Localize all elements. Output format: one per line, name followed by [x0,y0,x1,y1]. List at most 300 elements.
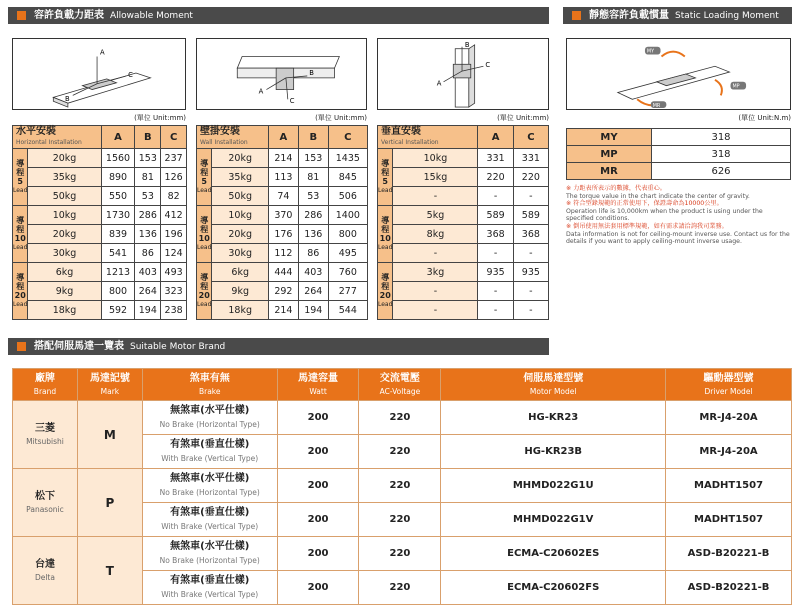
brake-zh: 無煞車(水平仕樣) [170,540,250,552]
moment-value: 318 [652,129,791,146]
label-c: C [485,61,491,70]
motor-model-cell: MHMD022G1V [441,503,666,537]
load-weight-cell: - [393,187,478,206]
lead-value: 20 [379,291,391,300]
moment-value-cell: 412 [161,206,187,225]
brake-en: No Brake (Horizontal Type) [159,555,260,565]
install-mode-subtitle: Wall Installation [200,139,248,146]
load-weight-cell: - [393,301,478,320]
moment-value-cell: - [513,187,548,206]
note-line: Data information is not for ceiling-mount inverse use. Contact us for the details if you want to apply ceiling-mount inverse usage. [566,230,790,246]
driver-model-cell: MADHT1507 [666,503,792,537]
load-weight-cell: 20kg [28,149,101,168]
column-title-en: Brake [198,386,221,396]
motor-model-cell: ECMA-C20602ES [441,537,666,571]
column-title-zh: 馬達容量 [298,372,339,384]
table-row [13,187,187,206]
column-header: B [298,126,328,149]
lead-label: 導程 [200,216,209,234]
header-marker [17,342,26,351]
label-mr: MR [652,103,661,109]
load-weight-cell: 9kg [28,282,101,301]
moment-value-cell: 286 [135,206,161,225]
table-row [197,244,368,263]
moment-row [567,163,791,180]
motor-column-header [142,369,277,401]
brake-en: No Brake (Horizontal Type) [159,419,260,429]
note-line: ※ 符合型錄規範的正常使用下，保證壽命為10000公里。 [566,200,723,208]
brake-cell [142,435,277,469]
brake-en: No Brake (Horizontal Type) [159,487,260,497]
table-row [378,149,549,168]
lead-label: 導程 [200,159,209,177]
install-mode-subtitle: Vertical Installation [381,139,439,146]
horizontal-moment-table [12,125,187,320]
moment-value-cell: 368 [513,225,548,244]
watt-cell: 200 [277,401,359,435]
label-c: C [128,70,133,79]
moment-value-cell: 839 [101,225,135,244]
lead-group-cell [197,149,212,206]
column-title-en: Brand [33,386,57,396]
load-weight-cell: - [393,244,478,263]
watt-cell: 200 [277,537,359,571]
moment-value-cell: 81 [135,168,161,187]
watt-cell: 200 [277,503,359,537]
motor-column-header [441,369,666,401]
motor-table-head [13,369,792,401]
driver-model-cell: MR-J4-20A [666,435,792,469]
moment-value-cell: - [513,244,548,263]
moment-value-cell: 935 [513,263,548,282]
watt-cell: 200 [277,571,359,605]
brand-name-en: Mitsubishi [26,436,64,446]
table-row [197,206,368,225]
moment-value-cell: 112 [269,244,299,263]
moment-key: MY [567,129,652,146]
column-title-zh: 驅動器型號 [703,372,754,384]
column-header: B [135,126,161,149]
load-weight-cell: 30kg [212,244,269,263]
install-mode-subtitle: Horizontal Installation [16,139,82,146]
moment-value-cell: 403 [135,263,161,282]
brake-en: With Brake (Vertical Type) [161,589,259,599]
motor-brand-table [12,368,792,605]
label-my: MY [646,48,655,55]
unit-label: (單位 Unit:mm) [497,114,549,122]
mark-cell: P [77,469,142,537]
moment-value-cell: 292 [269,282,299,301]
load-weight-cell: 5kg [393,206,478,225]
wall-diagram [196,38,367,110]
install-mode-title: 垂直安裝 [381,126,421,137]
brake-zh: 有煞車(垂直仕樣) [170,506,250,518]
moment-value: 626 [652,163,791,180]
lead-group-cell [13,263,28,320]
allowable-moment-header [8,7,549,24]
moment-row [567,129,791,146]
motor-column-header [359,369,441,401]
moment-value-cell: 589 [478,206,513,225]
column-header: A [478,126,513,149]
table-header-row [197,126,368,149]
lead-label: 導程 [16,216,25,234]
moment-value-cell: 1400 [328,206,367,225]
moment-value-cell: 935 [478,263,513,282]
moment-value-cell: 53 [298,187,328,206]
table-row [378,301,549,320]
moment-value-cell: 194 [298,301,328,320]
moment-value-cell: - [513,301,548,320]
moment-value-cell: 845 [328,168,367,187]
label-b: B [309,68,314,77]
brake-cell [142,401,277,435]
table-row [197,282,368,301]
motor-column-header [77,369,142,401]
moment-value-cell: 238 [161,301,187,320]
column-header: A [101,126,135,149]
moment-value-cell: 220 [513,168,548,187]
table-row [197,225,368,244]
brand-name-zh: 松下 [34,490,55,502]
moment-value-cell: 277 [328,282,367,301]
brand-name-en: Delta [34,572,55,582]
brake-zh: 有煞車(垂直仕樣) [170,574,250,586]
motor-column-header [13,369,78,401]
label-a: A [99,48,105,57]
load-weight-cell: - [393,282,478,301]
label-a: A [258,87,264,96]
motor-table-body [13,401,792,605]
motor-model-cell: ECMA-C20602FS [441,571,666,605]
load-weight-cell: 18kg [212,301,269,320]
lead-value: 5 [17,177,23,186]
moment-value-cell: 370 [269,206,299,225]
moment-value-cell: 136 [135,225,161,244]
moment-value-cell: 589 [513,206,548,225]
moment-value-cell: 550 [101,187,135,206]
header-title-zh: 容許負載力距表 [34,10,104,21]
moment-value-cell: - [478,244,513,263]
mark-cell: T [77,537,142,605]
lead-label-en: Lead [378,244,393,251]
driver-model-cell: MADHT1507 [666,469,792,503]
load-weight-cell: 3kg [393,263,478,282]
moment-value-cell: 214 [269,149,299,168]
voltage-cell: 220 [359,401,441,435]
unit-label: (單位 Unit:mm) [134,114,186,122]
table-row [378,263,549,282]
table-row [13,244,187,263]
table-header-row [13,126,187,149]
lead-group-cell [378,263,393,320]
motor-brand-header [8,338,549,355]
label-mp: MP [732,83,740,90]
moment-value-cell: - [513,282,548,301]
unit-label: (單位 Unit:mm) [315,114,367,122]
lead-value: 5 [201,177,207,186]
label-b: B [64,95,70,104]
motor-row [13,401,792,435]
moment-value-cell: 153 [135,149,161,168]
table-row [13,168,187,187]
lead-label: 導程 [381,273,390,291]
load-weight-cell: 20kg [28,225,101,244]
header-title-zh: 靜態容許負載慣量 [589,10,669,21]
static-moment-table [566,128,791,180]
column-title-en: Motor Model [529,386,577,396]
column-header: C [513,126,548,149]
moment-value-cell: 493 [161,263,187,282]
load-weight-cell: 15kg [393,168,478,187]
brake-cell [142,503,277,537]
moment-value-cell: 126 [161,168,187,187]
moment-value: 318 [652,146,791,163]
motor-header-row [13,369,792,401]
table-row [13,282,187,301]
load-weight-cell: 18kg [28,301,101,320]
lead-label-en: Lead [13,244,28,251]
lead-value: 10 [379,234,391,243]
install-mode-title: 水平安裝 [16,126,56,137]
column-title-zh: 廠牌 [34,372,55,384]
motor-model-cell: HG-KR23 [441,401,666,435]
moment-value-cell: 82 [161,187,187,206]
moment-value-cell: 81 [298,168,328,187]
moment-value-cell: 890 [101,168,135,187]
moment-value-cell: 1213 [101,263,135,282]
watt-cell: 200 [277,435,359,469]
moment-value-cell: 368 [478,225,513,244]
table-header-row [378,126,549,149]
brake-cell [142,571,277,605]
brand-cell [13,537,78,605]
moment-value-cell: 592 [101,301,135,320]
moment-value-cell: 403 [298,263,328,282]
brake-en: With Brake (Vertical Type) [161,453,259,463]
brake-cell [142,537,277,571]
lead-label-en: Lead [378,187,393,194]
moment-value-cell: 194 [135,301,161,320]
moment-value-cell: 53 [135,187,161,206]
lead-value: 20 [14,291,26,300]
moment-value-cell: 113 [269,168,299,187]
voltage-cell: 220 [359,571,441,605]
voltage-cell: 220 [359,435,441,469]
moment-value-cell: 220 [478,168,513,187]
driver-model-cell: ASD-B20221-B [666,571,792,605]
notes [566,185,791,246]
voltage-cell: 220 [359,469,441,503]
load-weight-cell: 10kg [393,149,478,168]
note-line: The torque value in the chart indicate the center of gravity. [566,192,750,200]
moment-value-cell: - [478,282,513,301]
moment-value-cell: 153 [298,149,328,168]
column-header: A [269,126,299,149]
table-row [378,206,549,225]
moment-value-cell: 331 [478,149,513,168]
brand-name-en: Panasonic [26,504,64,514]
lead-label-en: Lead [13,187,28,194]
lead-group-cell [378,206,393,263]
lead-label: 導程 [381,216,390,234]
moment-value-cell: 544 [328,301,367,320]
note-line: ※ 倒吊使用無法套用標準規範，如有需求請洽詢我司業務。 [566,222,728,230]
brand-cell [13,401,78,469]
load-weight-cell: 8kg [393,225,478,244]
table-row [378,225,549,244]
moment-value-cell: 331 [513,149,548,168]
lead-label-en: Lead [378,301,393,308]
motor-model-cell: MHMD022G1U [441,469,666,503]
load-weight-cell: 20kg [212,225,269,244]
load-weight-cell: 35kg [212,168,269,187]
header-title-en: Allowable Moment [110,11,193,21]
moment-value-cell: 1730 [101,206,135,225]
moment-value-cell: 136 [298,225,328,244]
lead-group-cell [197,263,212,320]
moment-value-cell: 214 [269,301,299,320]
header-title-zh: 搭配伺服馬達一覽表 [34,341,124,352]
lead-label: 導程 [16,159,25,177]
moment-row [567,146,791,163]
table-row [378,282,549,301]
moment-value-cell: 264 [135,282,161,301]
note-line: ※ 力距表所表示的數據，代表重心。 [566,185,666,192]
install-mode-title: 壁掛安裝 [200,126,240,137]
brand-name-zh: 台達 [34,558,55,570]
column-title-en: AC-Voltage [379,386,421,396]
watt-cell: 200 [277,469,359,503]
load-weight-cell: 6kg [28,263,101,282]
lead-label-en: Lead [13,301,28,308]
install-mode-header [378,126,478,149]
brake-zh: 有煞車(垂直仕樣) [170,438,250,450]
lead-label: 導程 [200,273,209,291]
motor-column-header [666,369,792,401]
table-row [197,149,368,168]
column-title-zh: 馬達記號 [89,372,130,384]
load-weight-cell: 50kg [212,187,269,206]
table-row [378,168,549,187]
label-c: C [289,97,295,106]
moment-value-cell: 176 [269,225,299,244]
lead-label-en: Lead [197,301,212,308]
label-b: B [464,40,470,49]
moment-value-cell: 541 [101,244,135,263]
load-weight-cell: 10kg [212,206,269,225]
load-weight-cell: 35kg [28,168,101,187]
load-weight-cell: 50kg [28,187,101,206]
load-weight-cell: 30kg [28,244,101,263]
column-title-zh: 煞車有無 [189,372,230,384]
lead-label-en: Lead [197,187,212,194]
lead-group-cell [378,149,393,206]
brake-zh: 無煞車(水平仕樣) [170,404,250,416]
motor-row [13,469,792,503]
table-row [13,301,187,320]
table-row [13,263,187,282]
mark-cell: M [77,401,142,469]
column-title-en: Watt [309,386,327,396]
column-header: C [328,126,367,149]
table-row [13,206,187,225]
motor-column-header [277,369,359,401]
table-row [13,149,187,168]
lead-value: 10 [198,234,210,243]
moment-value-cell: 444 [269,263,299,282]
moment-value-cell: 760 [328,263,367,282]
lead-label-en: Lead [197,244,212,251]
lead-group-cell [13,149,28,206]
moment-value-cell: 1435 [328,149,367,168]
moment-value-cell: - [478,301,513,320]
brake-en: With Brake (Vertical Type) [161,521,259,531]
moment-value-cell: 506 [328,187,367,206]
moment-value-cell: 86 [298,244,328,263]
driver-model-cell: MR-J4-20A [666,401,792,435]
load-weight-cell: 10kg [28,206,101,225]
moment-value-cell: - [478,187,513,206]
table-row [197,263,368,282]
static-moment-diagram [566,38,791,110]
header-title-en: Static Loading Moment [675,11,779,21]
vertical-moment-table [377,125,549,320]
unit-label: (單位 Unit:N.m) [738,114,791,122]
moment-value-cell: 124 [161,244,187,263]
lead-value: 5 [382,177,388,186]
lead-label: 導程 [381,159,390,177]
table-row [197,301,368,320]
load-weight-cell: 6kg [212,263,269,282]
table-row [197,187,368,206]
motor-model-cell: HG-KR23B [441,435,666,469]
label-a: A [436,79,442,88]
header-marker [17,11,26,20]
moment-value-cell: 86 [135,244,161,263]
vertical-diagram [377,38,549,110]
header-marker [572,11,581,20]
wall-moment-table [196,125,368,320]
header-title-en: Suitable Motor Brand [130,342,226,352]
moment-key: MP [567,146,652,163]
load-weight-cell: 9kg [212,282,269,301]
column-title-en: Mark [100,386,120,396]
note-line: Operation life is 10,000km when the product is using under the specified conditions. [566,207,763,223]
driver-model-cell: ASD-B20221-B [666,537,792,571]
lead-value: 20 [198,291,210,300]
moment-value-cell: 1560 [101,149,135,168]
moment-value-cell: 800 [101,282,135,301]
horizontal-diagram [12,38,186,110]
moment-value-cell: 800 [328,225,367,244]
moment-value-cell: 495 [328,244,367,263]
brake-cell [142,469,277,503]
lead-group-cell [13,206,28,263]
moment-value-cell: 196 [161,225,187,244]
moment-key: MR [567,163,652,180]
lead-value: 10 [14,234,26,243]
table-row [378,244,549,263]
brake-zh: 無煞車(水平仕樣) [170,472,250,484]
lead-label: 導程 [16,273,25,291]
column-header: C [161,126,187,149]
brand-name-zh: 三菱 [34,422,55,434]
table-row [197,168,368,187]
moment-value-cell: 237 [161,149,187,168]
moment-value-cell: 74 [269,187,299,206]
motor-row [13,537,792,571]
